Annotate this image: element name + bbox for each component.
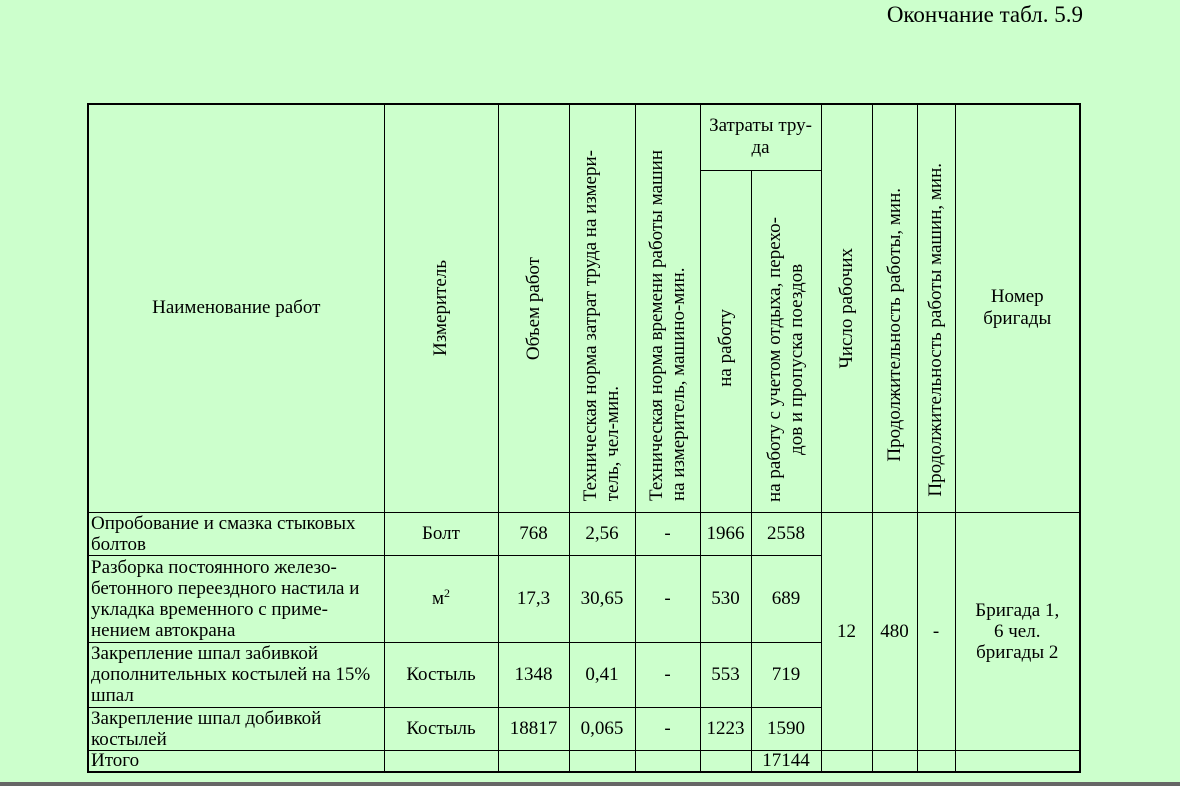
row-on-work: 553	[700, 642, 751, 707]
header-machine-duration-label: Продолжительность работы машин, мин.	[925, 162, 946, 497]
header-unit	[384, 104, 498, 512]
total-empty-cell	[569, 750, 635, 772]
total-empty-cell	[700, 750, 751, 772]
header-on-work-rest-line2: дов и пропуска поездов	[786, 263, 807, 455]
row-on-work-rest: 719	[751, 642, 821, 707]
merged-brigade-line1: Бригада 1,	[975, 599, 1060, 621]
row-labor-norm: 30,65	[569, 555, 635, 642]
header-volume	[498, 104, 569, 512]
header-volume-label: Объем работ	[522, 256, 544, 360]
header-brigade	[955, 104, 1080, 512]
header-labor-norm	[569, 104, 635, 512]
merged-workers: 12	[821, 512, 872, 750]
header-machine-norm	[635, 104, 700, 512]
header-on-work-rest-line1: на работу с учетом отдыха, перехо-	[764, 216, 785, 502]
row-on-work: 1223	[700, 707, 751, 750]
header-on-work	[700, 170, 751, 512]
header-labor-norm-line2: тель, чел-мин.	[602, 386, 623, 502]
total-empty-cell	[635, 750, 700, 772]
header-row-1	[88, 104, 1080, 170]
row-labor-norm: 2,56	[569, 512, 635, 555]
total-empty-cell	[821, 750, 872, 772]
header-labor-cost-line2: да	[751, 137, 770, 159]
row-volume: 768	[498, 512, 569, 555]
header-workers	[821, 104, 872, 512]
header-machine-duration	[917, 104, 955, 512]
header-labor-norm-label	[580, 150, 624, 501]
row-labor-norm: 0,41	[569, 642, 635, 707]
table-caption: Окончание табл. 5.9	[886, 2, 1083, 27]
total-empty-cell	[498, 750, 569, 772]
header-on-work-rest-label	[764, 217, 808, 502]
row-name: Закрепление шпал добивкой костылей	[88, 707, 384, 750]
total-row	[88, 750, 1080, 772]
row-machine-norm: -	[635, 512, 700, 555]
row-on-work: 1966	[700, 512, 751, 555]
header-name	[88, 104, 384, 512]
row-on-work-rest: 1590	[751, 707, 821, 750]
header-machine-norm-label	[646, 150, 690, 501]
total-empty-cell	[955, 750, 1080, 772]
header-name-label: Наименование работ	[152, 297, 321, 319]
header-unit-label: Измеритель	[430, 260, 451, 357]
header-labor-cost	[700, 104, 821, 170]
header-duration-label: Продолжительность работы, мин.	[883, 187, 905, 462]
works-table	[87, 103, 1081, 773]
row-labor-norm: 0,065	[569, 707, 635, 750]
total-on-work-rest: 17144	[751, 750, 821, 772]
merged-brigade	[955, 512, 1080, 750]
page-bottom-divider	[0, 782, 1180, 786]
works-table-container	[87, 103, 1081, 773]
row-name: Разборка постоянного железо-бетонного переездного настила и укладка временного с приме-нением автокрана	[88, 555, 384, 642]
header-brigade-line1: Номер	[990, 286, 1044, 308]
row-machine-norm: -	[635, 642, 700, 707]
row-volume: 18817	[498, 707, 569, 750]
header-duration	[872, 104, 917, 512]
row-on-work-rest: 2558	[751, 512, 821, 555]
row-on-work-rest: 689	[751, 555, 821, 642]
merged-brigade-line3: бригады 2	[976, 641, 1059, 663]
row-unit-sup: 2	[444, 586, 451, 600]
row-machine-norm: -	[635, 707, 700, 750]
row-volume: 1348	[498, 642, 569, 707]
row-unit: Костыль	[384, 642, 498, 707]
total-empty-cell	[384, 750, 498, 772]
row-name: Опробование и смазка стыковых болтов	[88, 512, 384, 555]
header-labor-cost-line1: Затраты тру-	[709, 115, 812, 137]
header-workers-label: Число рабочих	[835, 247, 857, 369]
table-row	[88, 512, 1080, 555]
row-unit: Костыль	[384, 707, 498, 750]
row-volume: 17,3	[498, 555, 569, 642]
total-empty-cell	[872, 750, 917, 772]
row-unit-text: м	[431, 588, 445, 609]
row-unit: Болт	[384, 512, 498, 555]
header-labor-norm-line1: Техническая норма затрат труда на измери-	[580, 150, 601, 502]
row-machine-norm: -	[635, 555, 700, 642]
merged-duration: 480	[872, 512, 917, 750]
header-machine-norm-line1: Техническая норма времени работы машин	[645, 150, 667, 502]
row-on-work: 530	[700, 555, 751, 642]
header-machine-norm-line2: на измеритель, машино-мин.	[667, 268, 689, 502]
merged-brigade-line2: 6 чел.	[994, 620, 1041, 642]
row-name: Закрепление шпал забивкой дополнительных костылей на 15% шпал	[88, 642, 384, 707]
header-on-work-label: на работу	[714, 308, 736, 387]
header-on-work-rest	[751, 170, 821, 512]
row-unit	[384, 555, 498, 642]
total-label: Итого	[88, 750, 384, 772]
merged-machine-duration: -	[917, 512, 955, 750]
header-brigade-line2: бригады	[983, 308, 1052, 330]
total-empty-cell	[917, 750, 955, 772]
